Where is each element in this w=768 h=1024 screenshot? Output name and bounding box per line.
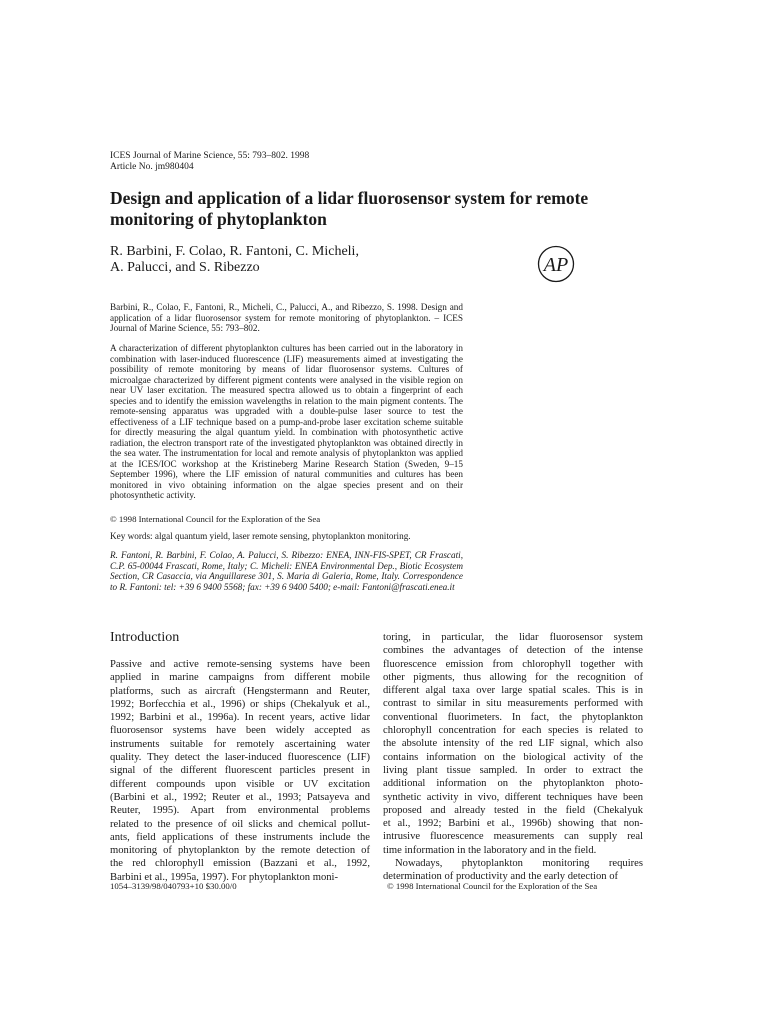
body-text-line: Reuter, 1995). Apart from environmental problems bbox=[110, 805, 370, 817]
section-heading-introduction: Introduction bbox=[110, 630, 180, 645]
citation-block: Barbini, R., Colao, F., Fantoni, R., Micheli, C., Palucci, A., and Ribezzo, S. 1998. Design and application of a lidar fluorosensor system for remote monitoring of phytoplankton. – ICES Journal of Marine Science, 55: 793–802. bbox=[110, 302, 463, 333]
body-text-line: applied in marine campaigns from different mobile bbox=[110, 672, 370, 684]
body-text-line: contains information on the biological activity of the bbox=[383, 751, 643, 763]
keywords: Key words: algal quantum yield, laser remote sensing, phytoplankton monitoring. bbox=[110, 531, 411, 541]
body-text-line: additional information on the phytoplankton photo- bbox=[383, 778, 643, 790]
footer-copyright: © 1998 International Council for the Exploration of the Sea bbox=[387, 881, 598, 891]
abstract-copyright: © 1998 International Council for the Exploration of the Sea bbox=[110, 514, 321, 524]
body-text-line: et al., 1992; Barbini et al., 1996b) showing that non- bbox=[383, 818, 643, 830]
body-text-line: Barbini et al., 1995a, 1997). For phytoplankton moni- bbox=[110, 871, 339, 883]
body-text-line: toring, in particular, the lidar fluorosensor system bbox=[383, 632, 643, 643]
body-text-line: conventional fluorimeters. In fact, the phytoplankton bbox=[383, 711, 643, 723]
body-text-line: different compounds upon visible or UV excitation bbox=[110, 778, 370, 790]
body-text-line: intrusive fluorescence measurements can supply real bbox=[383, 831, 643, 843]
body-text-line: living plant tissue sampled. In order to extract the bbox=[383, 764, 643, 776]
article-number: Article No. jm980404 bbox=[110, 162, 194, 172]
article-title bbox=[110, 188, 650, 230]
body-text-line: instruments suitable for remotely ascertaining water bbox=[110, 738, 370, 750]
body-text-line: signal of the different fluorescent particles present in bbox=[110, 765, 370, 777]
body-text-line: Passive and active remote-sensing systems have been bbox=[110, 659, 370, 670]
body-text-line: monitoring of phytoplankton by the remote detection of bbox=[110, 845, 370, 857]
title-line-2: monitoring of phytoplankton bbox=[110, 209, 327, 229]
body-text-line: time information in the laboratory and in the field. bbox=[383, 844, 597, 856]
authors-line-1: R. Barbini, F. Colao, R. Fantoni, C. Micheli, bbox=[110, 244, 359, 259]
body-text-line: 1992; Barbini et al., 1996a). In recent years, active lidar bbox=[110, 712, 370, 724]
body-text-line: quality. They detect the laser-induced fluorescence (LIF) bbox=[110, 752, 370, 764]
body-text-line: fluorosensor systems have been widely accepted as bbox=[110, 725, 370, 737]
body-text-line: proposed and already tested in the field (Chekalyuk bbox=[383, 804, 643, 816]
body-text-line: (Barbini et al., 1992; Reuter et al., 1993; Patsayeva and bbox=[110, 791, 370, 803]
title-line-1: Design and application of a lidar fluorosensor system for remote bbox=[110, 188, 589, 208]
body-text-line: chlorophyll concentration for each species is related to bbox=[383, 725, 643, 737]
footer-issn: 1054–3139/98/040793+10 $30.00/0 bbox=[110, 881, 237, 891]
authors-line-2: A. Palucci, and S. Ribezzo bbox=[110, 260, 260, 275]
body-text-line: other pigments, thus allowing for the recognition of bbox=[383, 671, 643, 683]
body-text-line: contrast to similar in situ measurements performed with bbox=[383, 698, 643, 710]
body-text-line: ants, field applications of these instruments include the bbox=[110, 831, 370, 843]
author-addresses: R. Fantoni, R. Barbini, F. Colao, A. Palucci, S. Ribezzo: ENEA, INN-FIS-SPET, CR Frascati, C.P. 65-00044 Frascati, Rome, Italy; C. Micheli: ENEA Environmental Dep., Biotic Ecosystem Section, CR Casaccia, via Anguillarese 301, S. Maria di Galeria, Rome, Italy. Correspondence to R. Fantoni: tel: +39 6 9400 5568; fax: +39 6 9400 5400; e-mail: Fantoni@frascati.enea.it bbox=[110, 550, 463, 592]
publisher-logo-icon bbox=[537, 245, 575, 283]
body-text-line: synthetic activity in vivo, different techniques have been bbox=[383, 791, 643, 803]
author-list bbox=[110, 244, 359, 276]
publisher-logo-text: AP bbox=[543, 254, 569, 276]
body-text-line: combines the advantages of detection of the intense bbox=[383, 645, 643, 657]
body-column-left bbox=[110, 658, 370, 884]
body-text-line: different algal taxa over large spatial scales. This is in bbox=[383, 685, 643, 697]
body-text-line: platforms, such as aircraft (Hengstermann and Reuter, bbox=[110, 685, 370, 697]
body-text-line: related to the presence of oil slicks and chemical pollut- bbox=[110, 818, 370, 830]
abstract: A characterization of different phytoplankton cultures has been carried out in the laboratory in combination with laser-induced fluorescence (LIF) measurements aimed at investigating the possibility of remote monitoring by means of lidar fluorosensor systems. Cultures of microalgae characterized by different pigment contents were analysed in the visible region on near UV laser excitation. The measured spectra allowed us to obtain a fingerprint of each species and to identify the emission wavelengths in relation to the main pigment contents. The remote-sensing apparatus was upgraded with a double-pulse laser source to test the effectiveness of a LIF technique based on a pump-and-probe laser excitation scheme suitable for directly measuring the algal quantum yield. In combination with photosynthetic active radiation, the electron transport rate of the investigated phytoplankton was obtained directly in the sea water. The instrumentation for local and remote analysis of phytoplankton was applied at the ICES/IOC workshop at the Kristineberg Marine Research Station (Sweden, 9–15 September 1996), where the LIF emission of natural communities and cultures has been monitored in vivo obtaining information on the algae species present and on their photosynthetic activity. bbox=[110, 343, 463, 500]
body-column-right bbox=[383, 631, 643, 884]
body-text-line: 1992; Borfecchia et al., 1996) or ships (Chekalyuk et al., bbox=[110, 698, 370, 710]
body-text-line: determination of productivity and the early detection of bbox=[383, 871, 619, 883]
journal-info bbox=[110, 151, 309, 173]
journal-citation-line: ICES Journal of Marine Science, 55: 793–802. 1998 bbox=[110, 151, 310, 161]
body-text-line: the red chlorophyll emission (Bazzani et al., 1992, bbox=[110, 858, 370, 870]
body-text-line: the absolute intensity of the red LIF signal, which also bbox=[383, 738, 643, 750]
body-text-line: fluorescence emission from chlorophyll together with bbox=[383, 658, 643, 670]
body-text-line: Nowadays, phytoplankton monitoring requires bbox=[395, 858, 643, 870]
